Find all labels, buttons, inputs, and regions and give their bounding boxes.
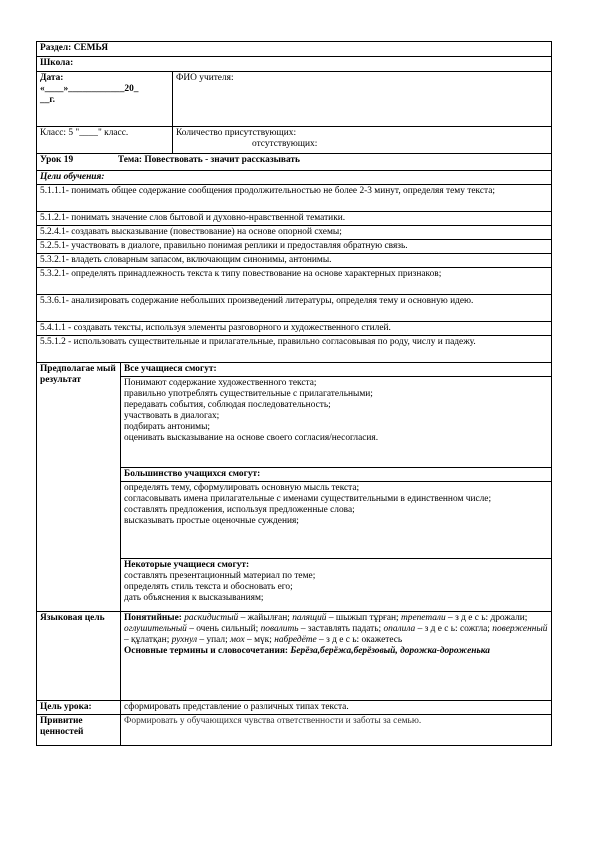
goal-row [37, 295, 552, 322]
list-item: дать объяснения к высказываниям; [124, 593, 264, 603]
concepts-label: Понятийные: [124, 613, 182, 623]
goal-row [37, 322, 552, 336]
date-cell [37, 72, 173, 127]
concept-term: набредёте [274, 635, 317, 645]
results-label: Предполагае мый результат [37, 363, 121, 612]
concept-term: опалила [383, 624, 416, 634]
goal-item: 5.2.5.1- участвовать в диалоге, правильно понимая реплики и предоставляя обратную связь. [37, 240, 552, 254]
goal-item: 5.4.1.1 - создавать тексты, используя элементы разговорного и художественного стилей. [37, 322, 552, 336]
concept-translation: – жайылған; [238, 613, 293, 623]
section-row [37, 42, 552, 57]
concept-term: мох [230, 635, 245, 645]
concept-term: поверженный [492, 624, 548, 634]
lesson-goal-row [37, 701, 552, 715]
goal-item: 5.1.2.1- понимать значение слов бытовой и духовно-нравственной тематики. [37, 212, 552, 226]
class-row [37, 127, 552, 154]
terms-paragraph [124, 646, 548, 657]
list-item: составлять предложения, используя предложенные слова; [124, 505, 355, 515]
list-item: определять стиль текста и обосновать его; [124, 582, 293, 592]
lesson-topic [37, 154, 552, 171]
results-some-list [121, 559, 551, 612]
date-teacher-row [37, 72, 552, 127]
attendance-present: Количество присутствующих: [176, 128, 297, 138]
date-line-year: __г. [40, 95, 55, 105]
values-label: Привитие ценностей [37, 715, 121, 746]
results-row [37, 363, 552, 612]
goal-row [37, 240, 552, 254]
list-item: участвовать в диалогах; [124, 411, 220, 421]
concepts-paragraph [124, 613, 548, 646]
language-goal-label: Языковая цель [37, 612, 121, 701]
list-item: определять тему, сформулировать основную мысль текста; [124, 483, 360, 493]
goal-row [37, 212, 552, 226]
goal-item: 5.2.4.1- создавать высказывание (повествование) на основе опорной схемы; [37, 226, 552, 240]
values-text: Формировать у обучающихся чувства ответственности и заботы за семью. [121, 715, 552, 746]
list-item: оценивать высказывание на основе своего согласия/несогласия. [124, 433, 379, 443]
results-all-list [121, 377, 551, 468]
results-some-heading: Некоторые учащиеся смогут: [124, 560, 250, 570]
concept-translation: – құлатқан; [124, 635, 172, 645]
results-all-heading: Все учащиеся смогут: [121, 363, 551, 377]
list-item: согласовывать имена прилагательные с именами существительными в единственном числе; [124, 494, 492, 504]
date-line: «____»____________20_ [40, 84, 139, 94]
goal-item: 5.5.1.2 - использовать существительные и прилагательные, правильно согласовывая по роду, числу и падежу. [37, 336, 552, 363]
results-groups [121, 363, 551, 611]
concept-translation: – з д е с ь: дрожали; [445, 613, 528, 623]
goal-item: 5.3.2.1- владеть словарным запасом, включающим синонимы, антонимы. [37, 254, 552, 268]
values-row [37, 715, 552, 746]
list-item: высказывать простые оценочные суждения; [124, 516, 299, 526]
terms-label: Основные термины и словосочетания: [124, 646, 289, 656]
concept-translation: – мүк; [244, 635, 275, 645]
goal-item: 5.3.6.1- анализировать содержание небольших произведений литературы, определяя тему и основную идею. [37, 295, 552, 322]
list-item: составлять презентационный материал по теме; [124, 571, 316, 581]
concept-term: раскидистый [184, 613, 239, 623]
date-label: Дата: [40, 73, 64, 83]
goal-row [37, 185, 552, 212]
teacher-name-field: ФИО учителя: [173, 72, 552, 127]
goal-item: 5.1.1.1- понимать общее содержание сообщения продолжительностью не более 2-3 минут, определяя тему текста; [37, 185, 552, 212]
lesson-plan-table [36, 41, 552, 746]
results-most-list [121, 482, 551, 559]
attendance-cell [173, 127, 552, 154]
concept-term: палящий [292, 613, 327, 623]
concept-translation: – очень сильный; [186, 624, 261, 634]
goal-row [37, 254, 552, 268]
concept-translation: – з д е с ь: окажетесь [316, 635, 403, 645]
lesson-goal-text: сформировать представление о различных типах текста. [121, 701, 552, 715]
concept-term: оглушительный [124, 624, 187, 634]
lesson-goal-label: Цель урока: [37, 701, 121, 715]
goals-heading: Цели обучения: [37, 171, 552, 185]
language-goal-row [37, 612, 552, 701]
language-goal-content [121, 612, 552, 701]
concept-term: повалить [260, 624, 299, 634]
concept-translation: – з д е с ь: сожгла; [415, 624, 493, 634]
goal-row [37, 226, 552, 240]
concept-translation: – упал; [197, 635, 231, 645]
lesson-topic-row [37, 154, 552, 171]
results-content [121, 363, 552, 612]
concept-term: трепетали [400, 613, 446, 623]
school-field: Школа: [37, 57, 552, 72]
terms-text: Берёза,берёжа,берёзовый, дорожка-дороженька [288, 646, 490, 656]
goal-item: 5.3.2.1- определять принадлежность текста к типу повествование на основе характерных признаков; [37, 268, 552, 295]
concepts-text [124, 613, 547, 645]
section-title: Раздел: СЕМЬЯ [37, 42, 552, 57]
goal-row [37, 336, 552, 363]
lesson-plan [36, 41, 551, 746]
concept-translation: – шыжып тұрған; [326, 613, 401, 623]
list-item: правильно употреблять существительные с прилагательными; [124, 389, 373, 399]
list-item: подбирать антонимы; [124, 422, 211, 432]
lesson-topic-text: Тема: Повествовать - значит рассказывать [117, 155, 300, 165]
list-item: Понимают содержание художественного текста; [124, 378, 317, 388]
goal-row [37, 268, 552, 295]
lesson-number: Урок 19 [40, 155, 74, 165]
results-most-heading: Большинство учащихся смогут: [121, 468, 551, 482]
school-row [37, 57, 552, 72]
class-field: Класс: 5 "____" класс. [37, 127, 173, 154]
concept-translation: – заставлять падать; [298, 624, 384, 634]
list-item: передавать события, соблюдая последовательность; [124, 400, 331, 410]
goals-heading-row [37, 171, 552, 185]
concept-term: рухнул [171, 635, 198, 645]
attendance-absent: отсутствующих: [252, 139, 318, 149]
